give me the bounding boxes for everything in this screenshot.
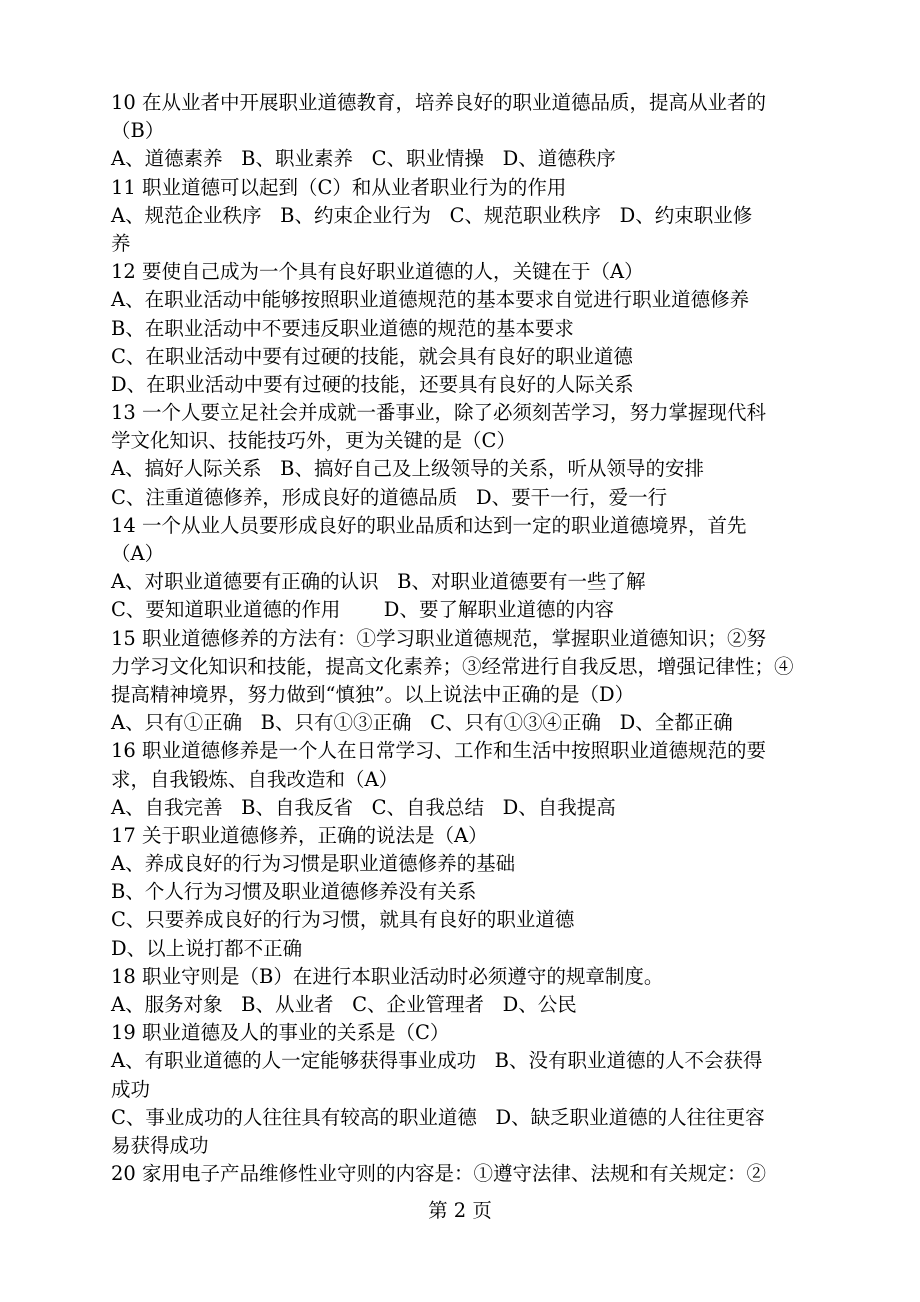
text-line: 20 家用电子产品维修性业守则的内容是：①遵守法律、法规和有关规定：② — [111, 1162, 767, 1186]
text-line: A、在职业活动中能够按照职业道德规范的基本要求自觉进行职业道德修养 — [111, 288, 750, 312]
page-number: 第 2 页 — [428, 1199, 492, 1222]
text-line: （B） — [111, 119, 165, 143]
text-line: 11 职业道德可以起到（C）和从业者职业行为的作用 — [111, 175, 567, 199]
text-line: A、服务对象 B、从业者 C、企业管理者 D、公民 — [111, 993, 577, 1016]
text-line: B、个人行为习惯及职业道德修养没有关系 — [111, 880, 477, 904]
text-line: C、注重道德修养，形成良好的道德品质 D、要干一行，爱一行 — [111, 485, 668, 509]
document-body — [111, 89, 837, 1188]
text-line: 养 — [111, 231, 131, 255]
text-line: 19 职业道德及人的事业的关系是（C） — [111, 1021, 450, 1045]
text-line: 提高精神境界，努力做到“慎独”。以上说法中正确的是（D） — [111, 682, 635, 706]
text-line: 18 职业守则是（B）在进行本职业活动时必须遵守的规章制度。 — [111, 964, 664, 988]
text-line: 13 一个人要立足社会并成就一番事业，除了必须刻苦学习，努力掌握现代科 — [111, 401, 767, 425]
text-line: （A） — [111, 542, 165, 565]
text-line: A、对职业道德要有正确的认识 B、对职业道德要有一些了解 — [111, 570, 646, 594]
text-line: 力学习文化知识和技能，提高文化素养；③经常进行自我反思，增强记律性；④ — [111, 654, 794, 678]
text-line: 17 关于职业道德修养，正确的说法是（A） — [111, 823, 488, 847]
text-line: A、自我完善 B、自我反省 C、自我总结 D、自我提高 — [111, 795, 616, 819]
text-line: A、道德素养 B、职业素养 C、职业情操 D、道德秩序 — [111, 147, 616, 171]
text-line: C、事业成功的人往往具有较高的职业道德 D、缺乏职业道德的人往往更容 — [111, 1105, 765, 1129]
text-line: 15 职业道德修养的方法有：①学习职业道德规范，掌握职业道德知识；②努 — [111, 626, 767, 650]
text-line: B、在职业活动中不要违反职业道德的规范的基本要求 — [111, 316, 574, 340]
text-line: 求，自我锻炼、自我改造和（A） — [111, 767, 399, 791]
text-line: C、在职业活动中要有过硬的技能，就会具有良好的职业道德 — [111, 344, 633, 368]
text-line: A、养成良好的行为习惯是职业道德修养的基础 — [111, 852, 516, 876]
text-line: A、搞好人际关系 B、搞好自己及上级领导的关系，听从领导的安排 — [111, 457, 705, 481]
text-line: 易获得成功 — [111, 1133, 209, 1157]
text-line: D、在职业活动中要有过硬的技能，还要具有良好的人际关系 — [111, 372, 634, 396]
text-line: 16 职业道德修养是一个人在日常学习、工作和生活中按照职业道德规范的要 — [111, 739, 767, 763]
text-line: 学文化知识、技能技巧外，更为关键的是（C） — [111, 429, 516, 453]
text-line: 14 一个从业人员要形成良好的职业品质和达到一定的职业道德境界，首先 — [111, 513, 747, 537]
text-line: 12 要使自己成为一个具有良好职业道德的人，关键在于（A） — [111, 260, 644, 284]
text-line: 10 在从业者中开展职业道德教育，培养良好的职业道德品质，提高从业者的 — [111, 91, 767, 114]
text-line: D、以上说打都不正确 — [111, 936, 303, 960]
text-line: A、有职业道德的人一定能够获得事业成功 B、没有职业道德的人不会获得 — [111, 1049, 763, 1073]
text-line: A、只有①正确 B、只有①③正确 C、只有①③④正确 D、全都正确 — [111, 711, 733, 735]
text-line: C、只要养成良好的行为习惯，就具有良好的职业道德 — [111, 908, 575, 932]
text-line: A、规范企业秩序 B、约束企业行为 C、规范职业秩序 D、约束职业修 — [111, 203, 753, 227]
text-line: 成功 — [111, 1077, 151, 1101]
text-line: C、要知道职业道德的作用 D、要了解职业道德的内容 — [111, 598, 614, 622]
